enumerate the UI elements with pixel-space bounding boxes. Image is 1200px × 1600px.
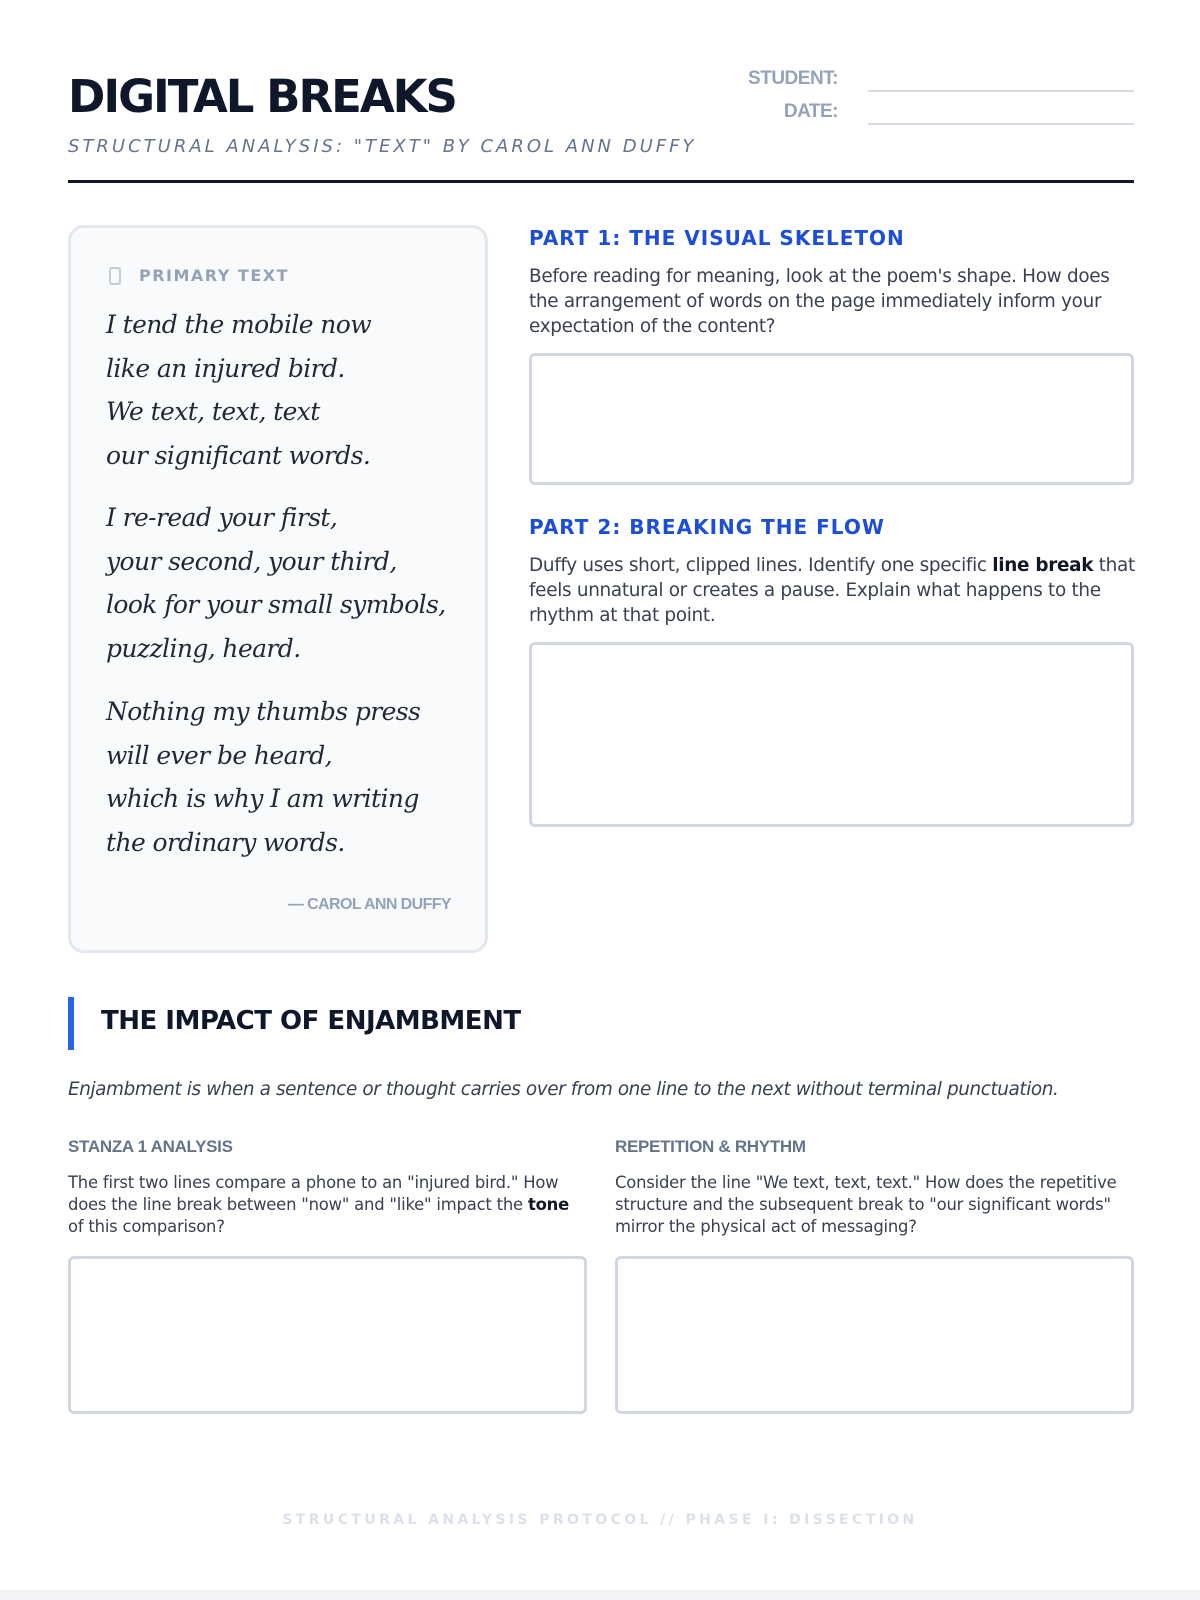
poem-line: your second, your third, (106, 546, 397, 576)
poem-line: look for your small symbols, (106, 590, 446, 619)
page-bottom-edge (0, 1590, 1200, 1600)
poem-line: I re-read your first, (106, 503, 338, 532)
repetition-label: REPETITION & RHYTHM (615, 1137, 806, 1156)
enjambment-definition: Enjambment is when a sentence or thought carries over from one line to the next without terminal punctuation. (68, 1079, 1059, 1100)
poem-stanza-2 (106, 496, 446, 670)
line-break-term: line break (992, 555, 1094, 576)
poem-line: like an injured bird. (106, 353, 345, 383)
poem-line: I tend the mobile now (106, 310, 372, 339)
phone-icon (109, 267, 121, 285)
part1-prompt: Before reading for meaning, look at the poem's shape. How does the arrangement of words on the page immediately inform your expectation of the content? (529, 266, 1110, 337)
page-title: DIGITAL BREAKS (68, 70, 456, 123)
section-title: THE IMPACT OF ENJAMBMENT (101, 1006, 521, 1036)
repetition-answer-box[interactable] (615, 1256, 1134, 1414)
poem-line: We text, text, text (106, 397, 320, 426)
tone-term: tone (527, 1195, 570, 1214)
part2-prompt: Duffy uses short, clipped lines. Identify one specific line break that feels unnatural or creates a pause. Explain what happens to the rhythm at that point. (529, 555, 1135, 626)
stanza1-answer-box[interactable] (68, 1256, 587, 1414)
stanza1-prompt: The first two lines compare a phone to an "injured bird." How does the line break between "now" and "like" impact the tone of this comparison? (68, 1173, 570, 1236)
poem-stanza-3 (106, 690, 420, 864)
poem-line: which is why I am writing (106, 784, 419, 813)
part2-title: PART 2: BREAKING THE FLOW (529, 515, 885, 539)
page-subtitle: STRUCTURAL ANALYSIS: "TEXT" BY CAROL ANN DUFFY (68, 136, 697, 157)
poem-line: will ever be heard, (106, 740, 332, 770)
poem-stanza-1 (106, 303, 371, 477)
poem-card (68, 225, 488, 953)
date-label: DATE: (783, 101, 838, 122)
poem-author: — CAROL ANN DUFFY (287, 896, 451, 913)
poem-line: puzzling, heard. (106, 633, 301, 663)
poem-tag (109, 266, 289, 285)
student-name-field[interactable] (868, 90, 1134, 92)
student-label: STUDENT: (748, 68, 838, 89)
poem-line: the ordinary words. (106, 827, 345, 857)
poem-tag-label: PRIMARY TEXT (139, 266, 289, 285)
poem-line: Nothing my thumbs press (106, 697, 421, 726)
header-divider (68, 180, 1134, 183)
page-footer: STRUCTURAL ANALYSIS PROTOCOL // PHASE I: DISSECTION (282, 1512, 918, 1528)
section-accent-bar (68, 997, 74, 1050)
repetition-prompt: Consider the line "We text, text, text." How does the repetitive structure and the subsequent break to "our significant words" mirror the physical act of messaging? (615, 1173, 1117, 1236)
part1-answer-box[interactable] (529, 353, 1134, 485)
stanza1-label: STANZA 1 ANALYSIS (68, 1137, 233, 1156)
date-field[interactable] (868, 123, 1134, 125)
poem-line: our significant words. (106, 440, 371, 470)
part2-answer-box[interactable] (529, 642, 1134, 827)
part1-title: PART 1: THE VISUAL SKELETON (529, 226, 905, 250)
